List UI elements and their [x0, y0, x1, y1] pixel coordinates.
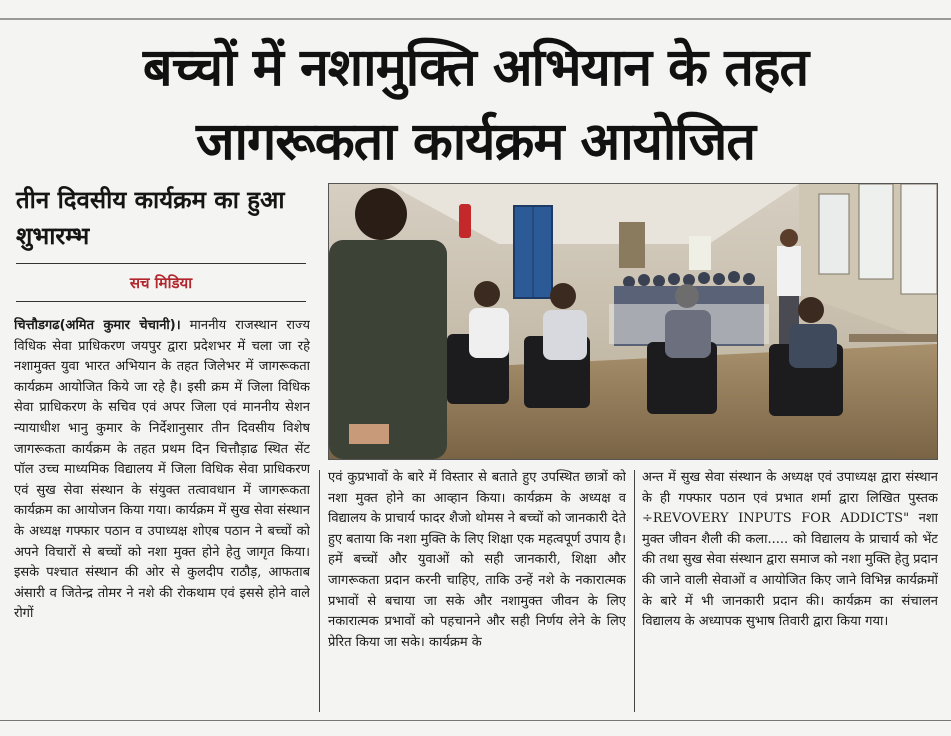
article-column-3: अन्त में सुख सेवा संस्थान के अध्यक्ष एवं उपाध्यक्ष द्वारा संस्थान के ही गफ्फार पठान एवं प्रभात शर्मा द्वारा लिखित पुस्तक ÷REVOVERY INPUTS FOR ADDICTS" नशा मुक्त जीवन शैली की कला..... को विद्यालय के प्राचार्य को भेंट की तथा सुख सेवा संस्थान द्वारा समाज को नशा मुक्ति हेतु प्रदान की जाने वाली सेवाओं व आयोजित किए जाने विभिन्न कार्यक्रमों के बारे में भी जानकारी प्रदान की। कार्यक्रम का संचालन विद्यालय के अध्यापक सुभाष तिवारी द्वारा किया गया।: [642, 470, 938, 630]
subheading-divider: [16, 263, 306, 264]
column-1-text: माननीय राजस्थान राज्य विधिक सेवा प्राधिकरण जयपुर द्वारा प्रदेशभर में चला जा रहे नशामुक्त युवा भारत अभियान के तहत जिलेभर में जागरूकता कार्यक्रम आयोजित किये जा रहे है। इसी क्रम में जिला विधिक सेवा प्राधिकरण के सचिव एवं अपर जिला एवं माननीय सेशन न्यायाधीश भानु कुमार के निर्देशानुसार तीन दिवसीय विशेष जागरूकता कार्यक्रम के तहत प्रथम दिन चित्तौड़ाढ स्थित सेंट पॉल उच्च माध्यमिक विद्यालय में जिला विधिक सेवा प्राधिकरण एवं सुख सेवा संस्थान के संयुक्त तत्वावधान में जागरूकता कार्यक्रम का आयोजन किया गया। कार्यक्रम में सुख सेवा संस्थान के अध्यक्ष गफ्फार पठान व उपाध्यक्ष शोएब पठान ने बच्चों को अपने विचारों से बच्चों को नशा मुक्त होने हेतु जागृत किया। इसके पश्चात संस्थान की ओर से कुलदीप राठौड़, आफताब अंसारी व जितेन्द्र तोमर ने नशे की रोकथाम एवं इससे होने वाले रोगों: [14, 318, 310, 622]
article-column-2: एवं कुप्रभावों के बारे में विस्तार से बताते हुए उपस्थित छात्रों को नशा मुक्त होने का आव्हान किया। कार्यक्रम के अध्यक्ष व विद्यालय के प्राचार्य फादर शैजो थोमस ने बच्चों को जानकारी देते हुए बताया कि नशा मुक्ति के लिए शिक्षा एक महत्वपूर्ण उपाय है। हमें बच्चों और युवाओं को सही जानकारी, शिक्षा और जागरूकता प्रदान करनी चाहिए, ताकि उन्हें नशे के नकारात्मक प्रभावों से बचाया जा सके और नशामुक्त जीवन के लिए नकारात्मक प्रभावों को पहचानने और सही निर्णय लेने के लिए प्रेरित किया जा सके। कार्यक्रम के: [328, 470, 626, 650]
top-divider: [0, 18, 951, 20]
subheading: तीन दिवसीय कार्यक्रम का हुआ शुभारम्भ: [16, 186, 285, 250]
byline: सच मिडिया: [129, 274, 193, 292]
column-divider-1: [319, 470, 320, 712]
column-divider-2: [634, 470, 635, 712]
byline-divider: [16, 301, 306, 302]
bottom-divider: [0, 720, 951, 721]
dateline: चित्तौडगढ(अमित कुमार चेचानी)।: [14, 318, 181, 333]
headline-line-1: बच्चों में नशामुक्ति अभियान के तहत: [142, 38, 809, 98]
event-photo: [328, 183, 938, 460]
article-column-1: [14, 316, 310, 716]
headline-line-2: जागरूकता कार्यक्रम आयोजित: [195, 112, 756, 172]
classroom-photo-illustration: [329, 184, 937, 459]
